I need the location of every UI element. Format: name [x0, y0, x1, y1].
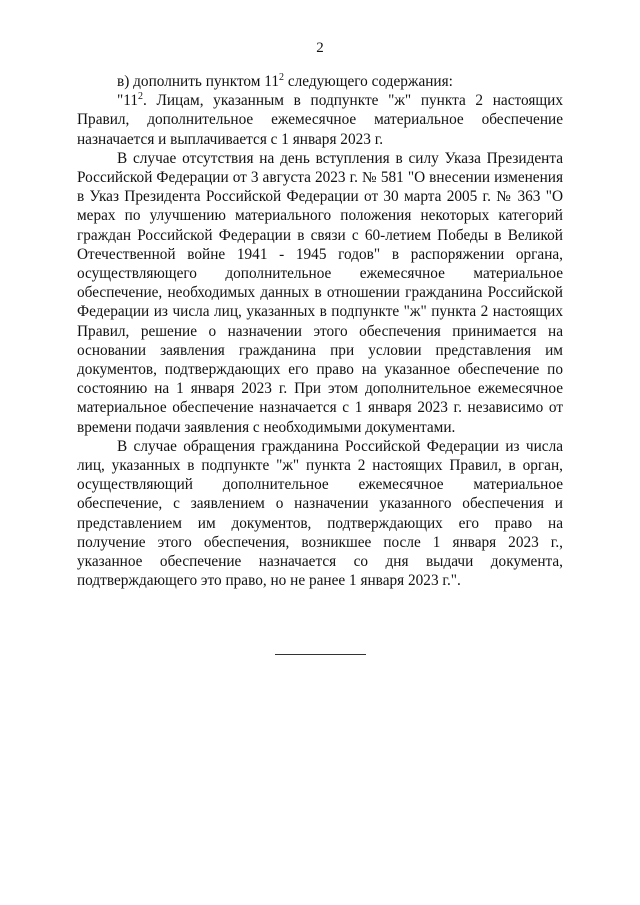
paragraph-amendment-intro	[77, 72, 563, 91]
page-number: 2	[316, 40, 324, 56]
paragraph-text-end: . Лицам, указанным в подпункте "ж" пункта 2 настоящих Правил, дополнительное ежемесячное материальное обеспечение назначается и выплачивается с 1 января 2023 г.	[77, 92, 563, 148]
paragraph-absence-of-data: В случае отсутствия на день вступления в силу Указа Президента Российской Федерации от 3 августа 2023 г. № 581 "О внесении изменения в Указ Президента Российской Федерации от 30 марта 2005 г. № 363 "О мерах по улучшению материального положения некоторых категорий граждан Российской Федерации в связи с 60-летием Победы в Великой Отечественной войне 1941 - 1945 годов" в распоряжении органа, осуществляющего дополнительное ежемесячное материальное обеспечение, необходимых данных в отношении гражданина Российской Федерации из числа лиц, указанных в подпункте "ж" пункта 2 настоящих Правил, решение о назначении этого обеспечения принимается на основании заявления гражданина при условии представления им документов, подтверждающих его право на указанное обеспечение по состоянию на 1 января 2023 г. При этом дополнительное ежемесячное материальное обеспечение назначается с 1 января 2023 г. независимо от времени подачи заявления с необходимыми документами.	[77, 149, 563, 436]
paragraph-text-end: следующего содержания:	[284, 73, 453, 90]
paragraph-text-start: в) дополнить пунктом 11	[117, 73, 280, 90]
superscript-index: 2	[279, 72, 285, 83]
superscript-index: 2	[137, 91, 143, 103]
paragraph-text-start: "11	[117, 92, 138, 110]
paragraph-application-case: В случае обращения гражданина Российской Федерации из числа лиц, указанных в подпункте "ж" пункта 2 настоящих Правил, в орган, осуществляющий дополнительное ежемесячное материальное обеспечение, с заявлением о назначении указанного обеспечения и представлением им документов, подтверждающих его право на получение этого обеспечения, возникшее после 1 января 2023 г., указанное обеспечение назначается со дня выдачи документа, подтверждающего это право, но не ранее 1 января 2023 г.".	[77, 437, 563, 590]
end-divider-line	[275, 654, 366, 655]
paragraph-new-clause	[77, 91, 563, 149]
document-body	[77, 72, 563, 590]
